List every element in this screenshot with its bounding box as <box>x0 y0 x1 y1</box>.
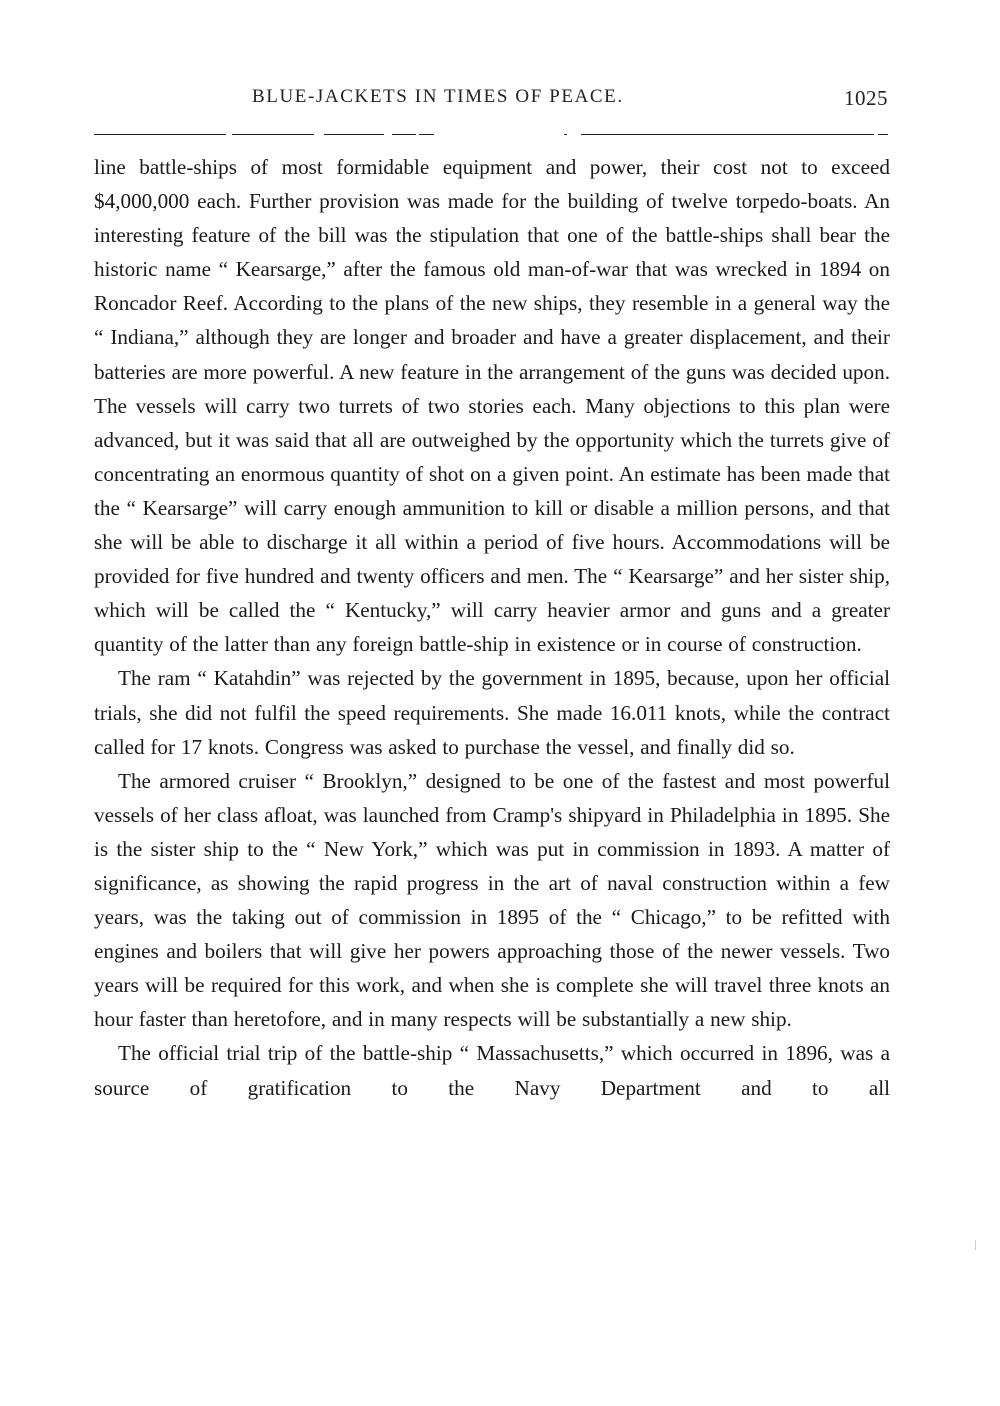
page-number: 1025 <box>844 86 888 110</box>
paragraph-1: line battle-ships of most formidable equipment and power, their cost not to exceed $4,000,000 each. Further provision was made for the building of twelve torpedo-boats. An interesting feature of the bill was the stipulation that one of the battle-ships shall bear the historic name “ Kearsarge,” after the famous old man-of-war that was wrecked in 1894 on Roncador Reef. According to the plans of the new ships, they resemble in a general way the “ Indiana,” although they are longer and broader and have a greater displacement, and their batteries are more powerful. A new feature in the arrangement of the guns was decided upon. The vessels will carry two turrets of two stories each. Many objections to this plan were advanced, but it was said that all are outweighed by the opportunity which the turrets give of concentrating an enormous quantity of shot on a given point. An estimate has been made that the “ Kearsarge” will carry enough ammunition to kill or disable a million persons, and that she will be able to discharge it all within a period of five hours. Accommodations will be provided for five hundred and twenty officers and men. The “ Kearsarge” and her sister ship, which will be called the “ Kentucky,” will carry heavier armor and guns and a greater quantity of the latter than any foreign battle-ship in existence or in course of construction. <box>94 155 890 657</box>
paragraph-4: The official trial trip of the battle-ship “ Massachusetts,” which occurred in 1896, was a source of gratification to the Navy Department and to all <box>94 1041 890 1100</box>
body-text <box>94 150 890 1105</box>
header-rule <box>94 134 888 135</box>
paragraph-3: The armored cruiser “ Brooklyn,” designed to be one of the fastest and most powerful vessels of her class afloat, was launched from Cramp's shipyard in Philadelphia in 1895. She is the sister ship to the “ New York,” which was put in commission in 1893. A matter of significance, as showing the rapid progress in the art of naval construction within a few years, was the taking out of commission in 1895 of the “ Chicago,” to be refitted with engines and boilers that will give her powers approaching those of the newer vessels. Two years will be required for this work, and when she is complete she will travel three knots an hour faster than heretofore, and in many respects will be substantially a new ship. <box>94 768 890 1032</box>
running-title: BLUE-JACKETS IN TIMES OF PEACE. <box>252 86 624 107</box>
running-head <box>94 86 890 116</box>
paragraph-2: The ram “ Katahdin” was rejected by the government in 1895, because, upon her official trials, she did not fulfil the speed requirements. She made 16.011 knots, while the contract called for 17 knots. Congress was asked to purchase the vessel, and finally did so. <box>94 666 890 759</box>
scan-edge-mark <box>975 1240 976 1250</box>
